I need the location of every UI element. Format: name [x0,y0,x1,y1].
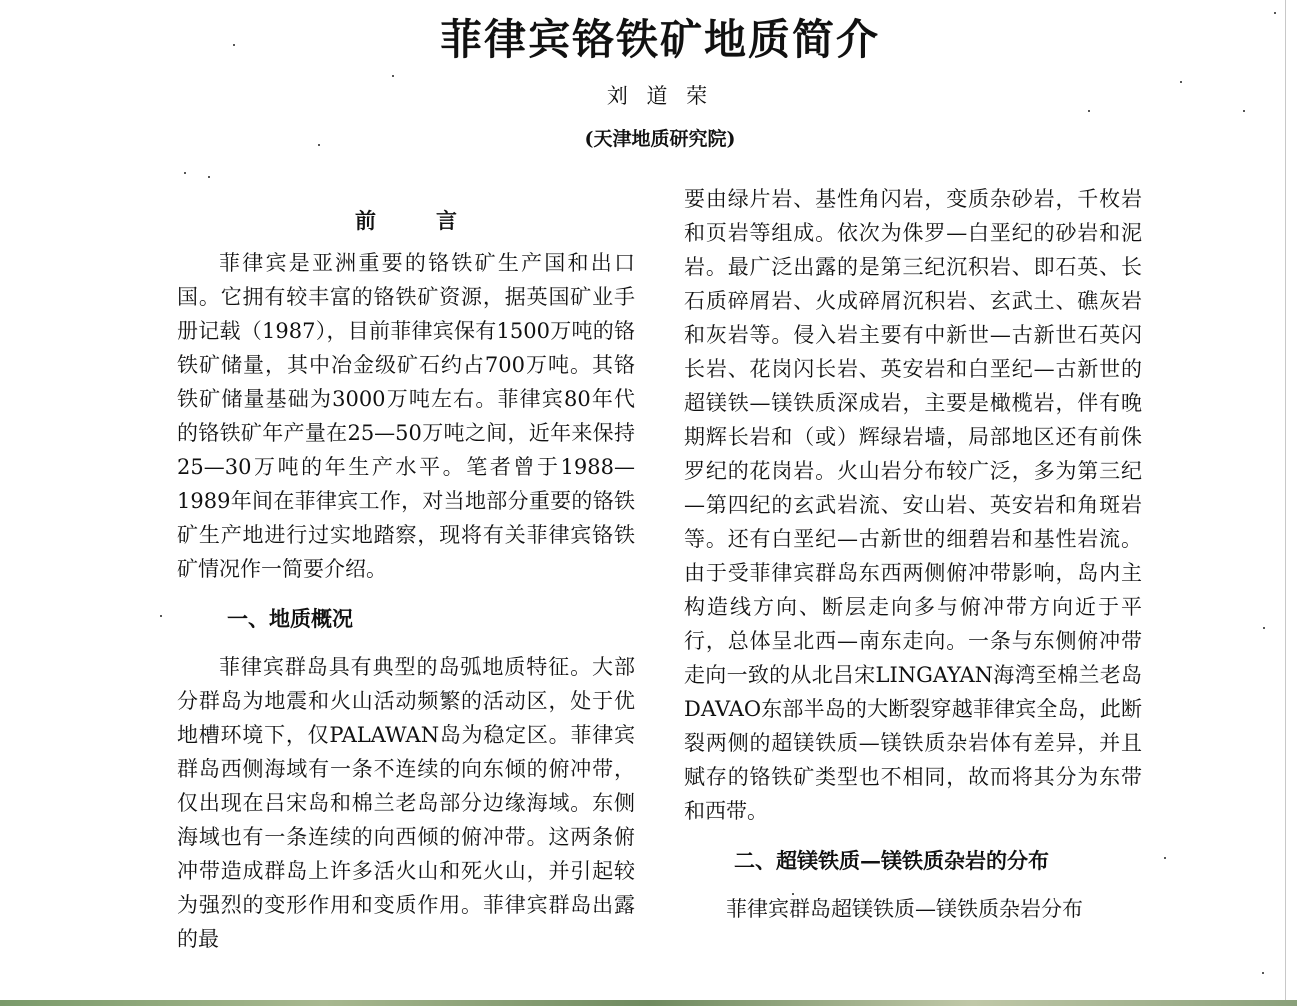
section1-paragraph: 菲律宾群岛具有典型的岛弧地质特征。大部分群岛为地震和火山活动频繁的活动区，处于优地槽环境下，仅PALAWAN岛为稳定区。菲律宾群岛西侧海域有一条不连续的向东倾的俯冲带，仅出现在吕宋岛和棉兰老岛部分边缘海域。东侧海域也有一条连续的向西倾的俯冲带。这两条俯冲带造成群岛上许多活火山和死火山，并引起较为强烈的变形作用和变质作用。菲律宾群岛出露的最 [177,655,635,951]
scan-speck [1262,972,1264,974]
scan-speck [318,144,320,146]
paper-author: 刘 道 荣 [606,84,714,108]
section1-heading: 一、地质概况 [227,606,353,631]
left-column [177,200,635,956]
taskbar-strip [0,1000,1297,1006]
scan-speck [392,75,394,77]
right-continuation-paragraph: 要由绿片岩、基性角闪岩，变质杂砂岩，千枚岩和页岩等组成。依次为侏罗—白垩纪的砂岩和泥岩。最广泛出露的是第三纪沉积岩、即石英、长石质碎屑岩、火成碎屑沉积岩、玄武土、礁灰岩和灰岩等。侵入岩主要有中新世—古新世石英闪长岩、花岗闪长岩、英安岩和白垩纪—古新世的超镁铁—镁铁质深成岩，主要是橄榄岩，伴有晚期辉长岩和（或）辉绿岩墙，局部地区还有前侏罗纪的花岗岩。火山岩分布较广泛，多为第三纪—第四纪的玄武岩流、安山岩、英安岩和角斑岩等。还有白垩纪—古新世的细碧岩和基性岩流。由于受菲律宾群岛东西两侧俯冲带影响，岛内主构造线方向、断层走向多与俯冲带方向近于平行，总体呈北西—南东走向。一条与东侧俯冲带走向一致的从北吕宋LINGAYAN海湾至棉兰老岛DAVAO东部半岛的大断裂穿越菲律宾全岛，此断裂两侧的超镁铁质—镁铁质杂岩体有差异，并且赋存的铬铁矿类型也不相同，故而将其分为东带和西带。 [684,187,1142,823]
scan-speck [1088,110,1090,112]
foreword-paragraph: 菲律宾是亚洲重要的铬铁矿生产国和出口国。它拥有较丰富的铬铁矿资源，据英国矿业手册记载（1987），目前菲律宾保有1500万吨的铬铁矿储量，其中冶金级矿石约占700万吨。其铬铁矿储量基础为3000万吨左右。菲律宾80年代的铬铁矿年产量在25—50万吨之间，近年来保持25—30万吨的年生产水平。笔者曾于1988—1989年间在菲律宾工作，对当地部分重要的铬铁矿生产地进行过实地踏察，现将有关菲律宾铬铁矿情况作一简要介绍。 [177,251,635,581]
paper-title: 菲律宾铬铁矿地质简介 [439,15,880,64]
scan-speck [1263,627,1265,629]
section2-heading: 二、超镁铁质—镁铁质杂岩的分布 [734,848,1049,873]
right-column [684,182,1142,926]
scan-speck [160,615,162,617]
scan-speck [184,172,186,174]
scan-speck [1243,110,1245,112]
foreword-heading: 前言 [355,208,517,233]
viewer-edge [1285,0,1297,1006]
scan-speck [792,893,794,895]
section2-paragraph: 菲律宾群岛超镁铁质—镁铁质杂岩分布 [726,897,1083,921]
scan-speck [1164,857,1166,859]
scan-speck [1180,81,1182,83]
paper-affiliation: (天津地质研究院) [584,128,736,150]
scan-speck [233,44,235,46]
scan-speck [208,176,210,178]
scan-speck [1274,12,1276,14]
